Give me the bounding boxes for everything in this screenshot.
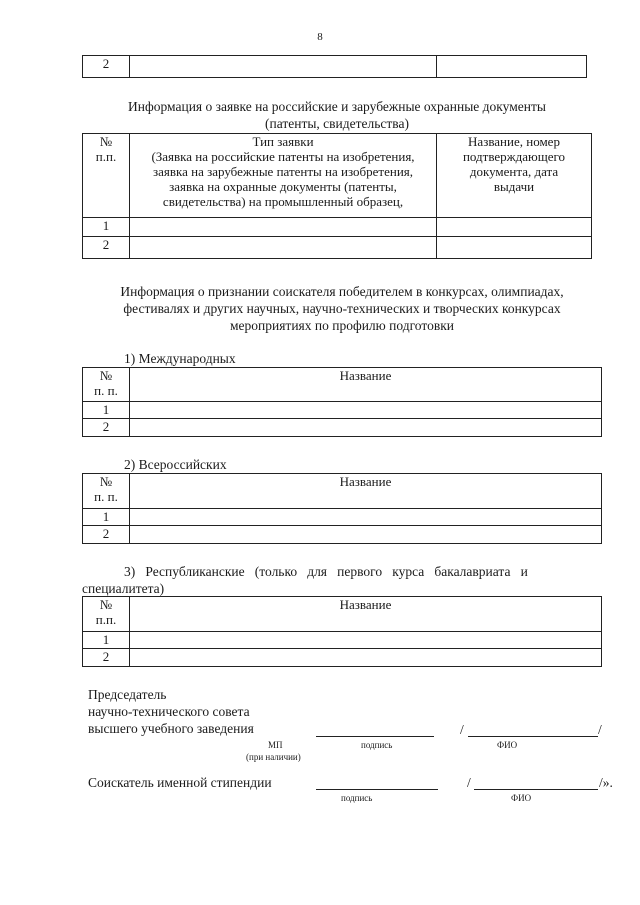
- table-row: 2: [83, 419, 602, 437]
- col-number-header: № п.п.: [83, 597, 130, 632]
- international-title: 1) Международных: [124, 351, 236, 366]
- applicant-label: Соискатель именной стипендии: [88, 775, 272, 790]
- fio-caption: ФИО: [497, 740, 518, 750]
- signature-caption: подпись: [361, 740, 393, 750]
- col-name-header: Название: [130, 474, 602, 509]
- col-name-header: Название: [130, 597, 602, 632]
- patents-heading: Информация о заявке на российские и зарубежные охранные документы (патенты, свидетельства): [128, 99, 546, 131]
- chairman-fio-line: [468, 736, 598, 737]
- end-mark: /».: [599, 775, 613, 790]
- republican-title-cont: специалитета): [82, 581, 165, 596]
- mp-label: МП: [268, 740, 283, 750]
- table-row: 2: [83, 237, 592, 259]
- table-row: 1: [83, 509, 602, 526]
- republican-title: 3) Республиканские (только для первого курса бакалавриата и: [124, 564, 528, 579]
- chairman-signature-line: [316, 736, 434, 737]
- republican-table: [82, 596, 602, 667]
- col-number-header: № п. п.: [83, 368, 130, 402]
- slash-left: /: [460, 722, 464, 737]
- col-name-header: Название, номер подтверждающего документа, дата выдачи: [437, 134, 592, 218]
- col-number-header: № п.п.: [83, 134, 130, 218]
- applicant-fio-line: [474, 789, 598, 790]
- table-row: 1: [83, 402, 602, 419]
- slash-left: /: [467, 775, 471, 790]
- fio-caption: ФИО: [511, 793, 532, 803]
- slash-right: /: [598, 722, 602, 737]
- table-row-number: 2: [83, 56, 130, 78]
- national-title: 2) Всероссийских: [124, 457, 227, 472]
- table-row: 2: [83, 649, 602, 667]
- table-row: 2: [83, 526, 602, 544]
- patents-table: [82, 133, 592, 259]
- col-number-header: № п. п.: [83, 474, 130, 509]
- page-number: 8: [317, 31, 323, 43]
- table-row: 1: [83, 218, 592, 237]
- signature-caption: подпись: [341, 793, 373, 803]
- applicant-signature-line: [316, 789, 438, 790]
- table-row: 1: [83, 632, 602, 649]
- col-name-header: Название: [130, 368, 602, 402]
- chairman-block: Председатель научно-технического совета высшего учебного заведения: [88, 687, 254, 736]
- mp-note: (при наличии): [246, 752, 301, 762]
- col-type-header: Тип заявки (Заявка на российские патенты на изобретения, заявка на зарубежные патенты на изобретения, заявка на охранные документы (патенты, свидетельства) на промышленный образец,: [130, 134, 437, 218]
- international-table: [82, 367, 602, 437]
- national-table: [82, 473, 602, 544]
- top-table: [82, 55, 587, 78]
- competitions-heading: Информация о признании соискателя победителем в конкурсах, олимпиадах, фестивалях и других научных, научно-технических и творческих конкурсах мероприятиях по профилю подготовки: [120, 284, 564, 333]
